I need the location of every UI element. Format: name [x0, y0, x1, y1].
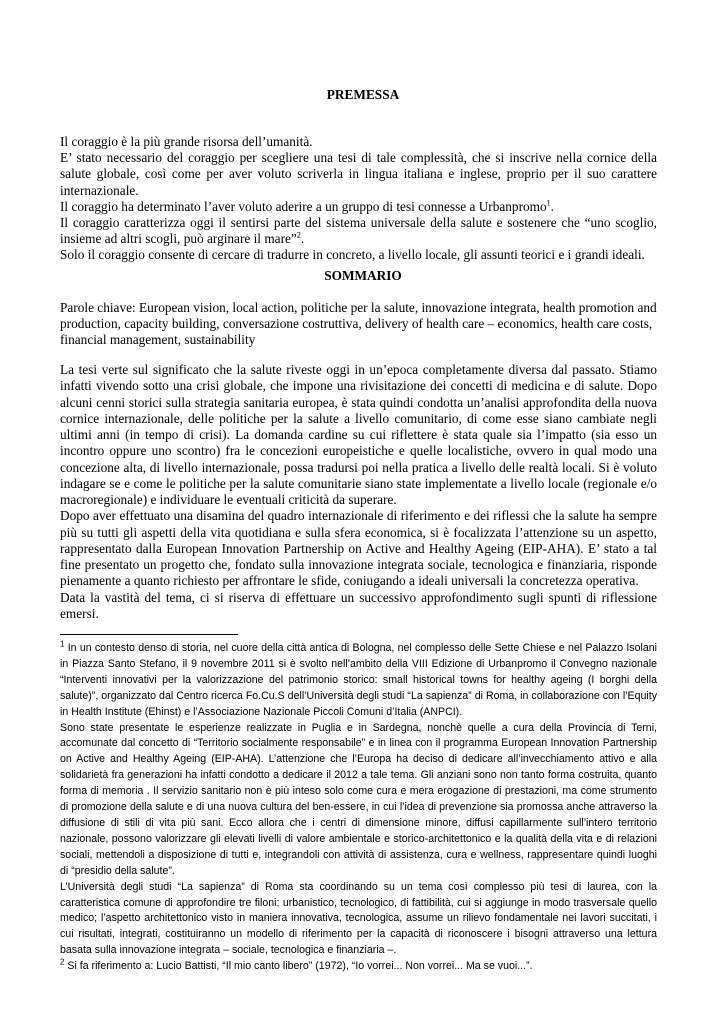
footnote-2 [60, 959, 657, 975]
premessa-paragraph: Solo il coraggio consente di cercare di tradurre in concreto, a livello locale, gli assunti teorici e i grandi ideali. [60, 247, 645, 263]
footnote-ref[interactable]: 2 [296, 230, 301, 240]
premessa-heading: PREMESSA [326, 87, 400, 102]
premessa-paragraph: Il coraggio è la più grande risorsa dell’umanità. [60, 134, 313, 149]
premessa-text: Il coraggio ha determinato l’aver voluto aderire a un gruppo di tesi connesse a Urbanpromo [60, 198, 547, 214]
footnote-text: In un contesto denso di storia, nel cuore della città antica di Bologna, nel complesso delle Sette Chiese e nel Palazzo Isolani in Piazza Santo Stefano, il 9 novembre 2011 si è svolto nell’ambito della VIII Edizione di Urbanpromo il Convegno nazionale “Interventi innovativi per la valorizzazione del patrimonio storico: small historical towns for healthy ageing (I borghi della salute)”, organizzato dal Centro ricerca Fo.Cu.S dell’Università degli studi “La sapienza” di Roma, in collaborazione con l’Equity in Health Institute (Ehinst) e l’Associazione Nazionale Piccoli Comuni d’Italia (ANPCI). [60, 642, 657, 718]
premessa-text-end: . [550, 198, 554, 214]
footnote-number: 1 [60, 639, 65, 649]
sommario-heading: SOMMARIO [324, 268, 402, 283]
premessa-text: Il coraggio caratterizza oggi il sentirsi parte del sistema universale della salute e sostenere che “uno scoglio, insieme ad altri scogli, può arginare il mare” [60, 215, 657, 247]
sommario-paragraph: Data la vastità del tema, ci si riserva di effettuare un successivo approfondimento sugli spunti di riflessione emersi. [60, 589, 657, 621]
footnote-number: 2 [60, 957, 65, 967]
premessa-text-end: . [300, 231, 305, 247]
sommario-body [60, 362, 657, 622]
sommario-paragraph: Dopo aver effettuato una disamina del quadro internazionale di riferimento e dei riflessi che la salute ha sempre più su tutti gli aspetti della vita quotidiana e sulla sfera economica, si è focalizzata l’attenzione su un aspetto, rappresentato dalla European Innovation Partnership on Active and Healthy Ageing (EIP-AHA). E’ stato a tal fine presentato un progetto che, fondato sulla innovazione integrata sociale, tecnologica e finanziaria, risponde pienamente a quanto richiesto per affrontare le sfide, coniugando a ideali universali la concretezza operativa. [60, 508, 657, 589]
premessa-paragraph: E’ stato necessario del coraggio per scegliere una tesi di tale complessità, che si inscrive nella cornice della salute globale, così come per aver voluto scriverla in lingua italiana e inglese, proprio per il suo carattere internazionale. [60, 150, 657, 198]
premessa-section [60, 134, 657, 264]
footnotes-section [60, 641, 657, 975]
premessa-paragraph [60, 215, 657, 247]
footnote-ref[interactable]: 1 [546, 198, 551, 208]
footnote-1 [60, 641, 657, 721]
premessa-paragraph [60, 199, 657, 215]
footnote-text: Si fa riferimento a: Lucio Battisti, “Il mio canto libero” (1972), “Io vorrei... Non vorrei... Ma se vuoi...”. [67, 960, 533, 973]
footnote-1-paragraph: Sono state presentate le esperienze realizzate in Puglia e in Sardegna, nonchè quelle a cura della Provincia di Terni, accomunate dal concetto di “Territorio socialmente responsabile” e in linea con il programma European Innovation Partnership on Active and Healthy Ageing (EIP-AHA). L’attenzione che l’Europa ha deciso di dedicare all’invecchiamento attivo e alla solidarietà fra generazioni ha infatti condotto a dedicare il 2012 a tale tema. Gli anziani sono non tanto forma costruita, quanto forma di memoria . Il servizio sanitario non è più inteso solo come cura e mera erogazione di prestazioni, ma come strumento di promozione della salute e di una nuova cultura del ben-essere, in cui l’idea di prevenzione sia promossa anche attraverso la diffusione di stili di vita più sani. Ecco allora che i centri di dimensione minore, diffusi capillarmente sull’intero territorio nazionale, possono valorizzare gli elevati livelli di valore ambientale e storico-architettonico e la qualità della vita e di relazioni sociali, mettendoli a disposizione di tutti e, integrandoli con attività di assistenza, cura e wellness, rappresentare quindi luoghi di “presidio della salute”. [60, 721, 657, 877]
footnote-separator [60, 634, 238, 635]
sommario-paragraph: La tesi verte sul significato che la salute riveste oggi in un’epoca completamente diversa dal passato. Stiamo infatti vivendo sotto una crisi globale, che impone una rivisitazione dei concetti di medicina e di salute. Dopo alcuni cenni storici sulla strategia sanitaria europea, è stata quindi condotta un’analisi approfondita della nuova cornice internazionale, delle politiche per la salute a livello comunitario, di come esse siano cambiate negli ultimi anni (in tempo di crisi). La domanda cardine su cui riflettere è stata quale sia l’impatto (sia esso un incontro oppure uno scontro) fra le concezioni europeistiche e quelle localistiche, ovvero in qual modo una concezione alta, di livello internazionale, possa tradursi poi nella pratica a livello delle realtà locali. Si è voluto indagare se e come le politiche per la salute comunitarie siano state implementate a livello locale (regionale e/o macroregionale) e individuare le eventuali criticità da superare. [60, 362, 657, 507]
keywords-paragraph: Parole chiave: European vision, local action, politiche per la salute, innovazione integrata, health promotion and production, capacity building, conversazione costruttiva, delivery of health care – economics, health care costs, financial management, sustainability [60, 300, 657, 348]
footnote-1-paragraph: L’Università degli studi “La sapienza” di Roma sta coordinando su un tema così complesso più tesi di laurea, con la caratteristica comune di approfondire tre filoni: urbanistico, tecnologico, di fattibilità, cui si aggiunge in modo trasversale quello medico; l’aspetto architettonico visto in maniera innovativa, tecnologica, assume un rilievo fondamentale nei lavori succitati, i cui risultati, integrati, costituiranno un modello di riferimento per la capacità di riconoscere i bisogni attraverso una lettura basata sulla innovazione integrata – sociale, tecnologica e finanziaria –. [60, 880, 657, 957]
